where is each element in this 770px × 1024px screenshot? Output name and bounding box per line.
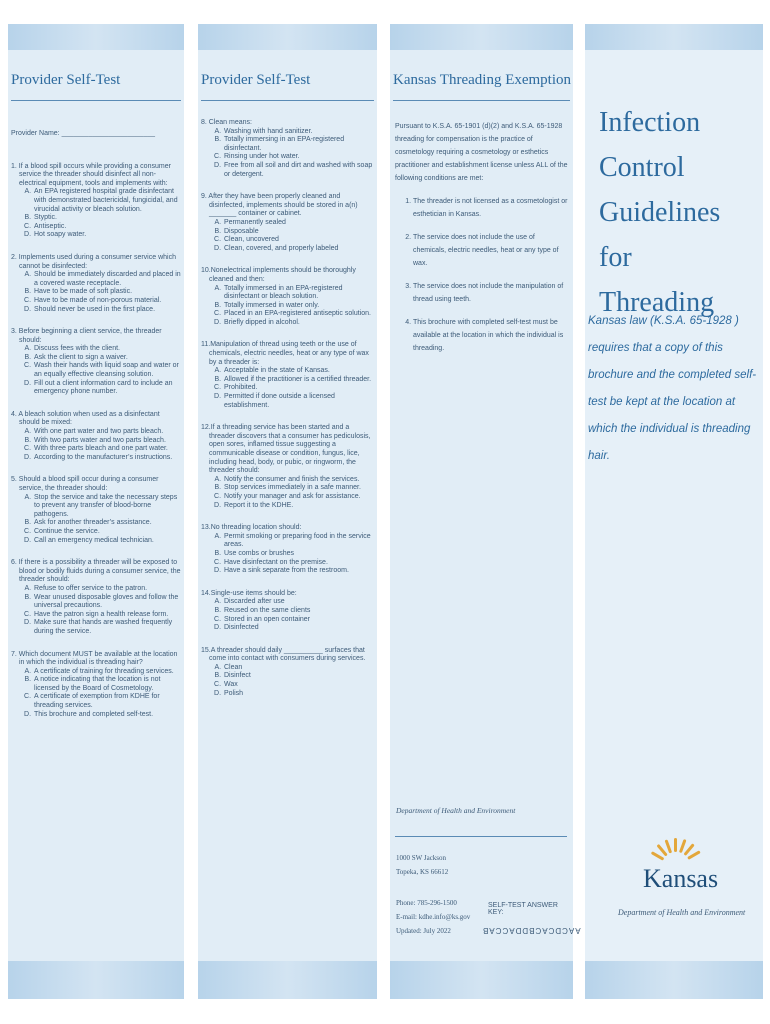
answer-option: A. Washing with hand sanitizer. bbox=[223, 128, 375, 137]
answer-option: B. Have to be made of soft plastic. bbox=[33, 288, 182, 297]
answer-option: B. Allowed if the practitioner is a certified threader. bbox=[223, 376, 375, 385]
cover-title bbox=[599, 100, 759, 325]
question-stem: 13.No threading location should: bbox=[201, 524, 302, 532]
answer-option: B. Use combs or brushes bbox=[223, 550, 375, 559]
answer-option: D. Briefly dipped in alcohol. bbox=[223, 319, 375, 328]
cover-title-line-3: Threading bbox=[599, 287, 715, 318]
question-stem: 1. If a blood spill occurs while providing a consumer service the threader should disinfect all non-electrical equipment, tools and implements with: bbox=[11, 162, 171, 187]
answer-option: C. Antiseptic. bbox=[33, 223, 182, 232]
address-line-1: 1000 SW Jackson bbox=[396, 854, 447, 862]
answer-option: A. Discarded after use bbox=[223, 598, 375, 607]
answer-options bbox=[11, 188, 182, 240]
panel-threading-exemption bbox=[390, 24, 581, 999]
exemption-conditions bbox=[395, 195, 569, 355]
answer-option: A. With one part water and two parts bleach. bbox=[33, 428, 182, 437]
title-rule bbox=[201, 100, 374, 101]
top-band bbox=[198, 24, 377, 50]
answer-option: A. Refuse to offer service to the patron. bbox=[33, 585, 182, 594]
answer-options bbox=[201, 219, 375, 253]
answer-option: B. Reused on the same clients bbox=[223, 607, 375, 616]
contact-info bbox=[396, 896, 470, 938]
answer-option: D. Hot soapy water. bbox=[33, 231, 182, 240]
answer-options bbox=[11, 428, 182, 462]
answer-option: B. Stop services immediately in a safe manner. bbox=[223, 484, 375, 493]
answer-option: D. Polish bbox=[223, 690, 375, 699]
question bbox=[201, 647, 375, 699]
answer-option: C. Clean, uncovered bbox=[223, 236, 375, 245]
answer-option: B. A notice indicating that the location is not licensed by the Board of Cosmetology. bbox=[33, 676, 182, 693]
title-rule bbox=[393, 100, 570, 101]
cover-title-line-1: Infection Control bbox=[599, 107, 701, 183]
panel-title: Provider Self-Test bbox=[201, 72, 311, 88]
kansas-wordmark: Kansas bbox=[643, 864, 719, 893]
answer-option: B. Disposable bbox=[223, 228, 375, 237]
condition-item: 2. The service does not include the use of chemicals, electric needles, heat or any type of wax. bbox=[413, 231, 569, 270]
answer-option: C. Placed in an EPA-registered antiseptic solution. bbox=[223, 310, 375, 319]
answer-option: A. Acceptable in the state of Kansas. bbox=[223, 367, 375, 376]
answer-option: A. Permanently sealed bbox=[223, 219, 375, 228]
question bbox=[11, 328, 182, 397]
answer-option: A. Notify the consumer and finish the services. bbox=[223, 476, 375, 485]
title-rule bbox=[11, 100, 181, 101]
answer-option: D. Should never be used in the first place. bbox=[33, 306, 182, 315]
answer-option: A. Should be immediately discarded and placed in a covered waste receptacle. bbox=[33, 271, 182, 288]
question-stem: 9. After they have been properly cleaned and disinfected, implements should be stored in a(n) _______ container or cabinet. bbox=[201, 193, 358, 218]
answer-option: C. Stored in an open container bbox=[223, 616, 375, 625]
question-list bbox=[11, 130, 182, 733]
answer-option: A. Permit smoking or preparing food in the service areas. bbox=[223, 533, 375, 550]
answer-option: C. Continue the service. bbox=[33, 528, 182, 537]
answer-options bbox=[201, 533, 375, 576]
panel-self-test-2 bbox=[198, 24, 377, 999]
answer-option: D. According to the manufacturer’s instructions. bbox=[33, 454, 182, 463]
answer-options bbox=[11, 271, 182, 314]
top-band bbox=[8, 24, 184, 50]
answer-options bbox=[201, 664, 375, 698]
answer-options bbox=[201, 285, 375, 328]
question-stem: 3. Before beginning a client service, the threader should: bbox=[11, 328, 162, 344]
answer-option: A. Totally immersed in an EPA-registered disinfectant or bleach solution. bbox=[223, 285, 375, 302]
answer-option: D. Report it to the KDHE. bbox=[223, 502, 375, 511]
answer-option: D. Have a sink separate from the restroom. bbox=[223, 567, 375, 576]
answer-option: C. Wax bbox=[223, 681, 375, 690]
law-notice: Kansas law (K.S.A. 65-1928 ) requires that a copy of this brochure and the completed self-test be kept at the location at which the individual is threading hair. bbox=[588, 315, 757, 462]
answer-option: C. Wash their hands with liquid soap and water or an equally effective cleansing solution. bbox=[33, 362, 182, 379]
question-stem: 14.Single-use items should be: bbox=[201, 589, 297, 597]
answer-options bbox=[11, 494, 182, 546]
answer-option: B. Totally immersed in water only. bbox=[223, 302, 375, 311]
answer-option: B. Ask for another threader’s assistance. bbox=[33, 519, 182, 528]
answer-option: B. Disinfect bbox=[223, 672, 375, 681]
panel-self-test-1 bbox=[8, 24, 184, 999]
answer-options bbox=[201, 367, 375, 410]
answer-option: D. Clean, covered, and properly labeled bbox=[223, 245, 375, 254]
question-stem: 8. Clean means: bbox=[201, 119, 252, 126]
question-stem: 7. Which document MUST be available at the location in which the individual is threading hair? bbox=[11, 650, 178, 667]
answer-option: C. Have to be made of non-porous material. bbox=[33, 297, 182, 306]
exemption-text bbox=[395, 120, 569, 365]
question bbox=[11, 254, 182, 314]
bottom-band bbox=[390, 961, 573, 999]
question-stem: 15.A threader should daily __________ surfaces that come into contact with consumers during services. bbox=[201, 646, 366, 663]
cover-title-line-2: Guidelines for bbox=[599, 197, 721, 273]
answer-option: C. A certificate of exemption from KDHE for threading services. bbox=[33, 693, 182, 710]
answer-option: C. With three parts bleach and one part water. bbox=[33, 445, 182, 454]
answer-option: C. Rinsing under hot water. bbox=[223, 153, 375, 162]
answer-options bbox=[201, 476, 375, 510]
question bbox=[11, 559, 182, 636]
answer-options bbox=[201, 598, 375, 632]
bottom-band bbox=[8, 961, 184, 999]
answer-option: C. Prohibited. bbox=[223, 384, 375, 393]
question bbox=[201, 341, 375, 410]
condition-item: 3. The service does not include the manipulation of thread using teeth. bbox=[413, 280, 569, 306]
answer-option: C. Notify your manager and ask for assistance. bbox=[223, 493, 375, 502]
questions-container bbox=[11, 163, 182, 720]
answer-options bbox=[11, 668, 182, 720]
question bbox=[11, 476, 182, 545]
exemption-intro: Pursuant to K.S.A. 65-1901 (d)(2) and K.S.A. 65-1928 threading for compensation is the practice of cosmetology requiring a cosmetology or esthetics practitioner and establishment license unless ALL of the following conditions are met: bbox=[395, 123, 568, 182]
panel-title: Provider Self-Test bbox=[11, 72, 121, 88]
question bbox=[201, 590, 375, 633]
question bbox=[11, 651, 182, 720]
question bbox=[11, 163, 182, 240]
answer-option: D. Permitted if done outside a licensed establishment. bbox=[223, 393, 375, 410]
answer-option: B. Wear unused disposable gloves and follow the universal precautions. bbox=[33, 594, 182, 611]
bottom-band bbox=[198, 961, 377, 999]
question bbox=[201, 424, 375, 510]
answer-option: B. Styptic. bbox=[33, 214, 182, 223]
answer-option: C. Have disinfectant on the premise. bbox=[223, 559, 375, 568]
panel-cover bbox=[585, 24, 763, 999]
answer-option: A. Clean bbox=[223, 664, 375, 673]
answer-option: A. An EPA registered hospital grade disinfectant with demonstrated bactericidal, fungicidal, and virucidal activity or bleach solution. bbox=[33, 188, 182, 214]
question bbox=[11, 411, 182, 463]
answer-option: D. Fill out a client information card to include an emergency phone number. bbox=[33, 380, 182, 397]
panel-title: Kansas Threading Exemption bbox=[393, 72, 572, 88]
dept-name: Department of Health and Environment bbox=[396, 806, 516, 815]
answer-option: D. Call an emergency medical technician. bbox=[33, 537, 182, 546]
answer-key-label: SELF-TEST ANSWER KEY: bbox=[488, 902, 558, 916]
condition-item: 1. The threader is not licensed as a cosmetologist or esthetician in Kansas. bbox=[413, 195, 569, 221]
dept-name: Department of Health and Environment bbox=[618, 908, 746, 917]
top-band bbox=[585, 24, 763, 50]
answer-option: A. A certificate of training for threading services. bbox=[33, 668, 182, 677]
answer-key-value: AACDCACBDDACCAB bbox=[482, 926, 581, 935]
answer-options bbox=[201, 128, 375, 180]
bottom-band bbox=[585, 961, 763, 999]
questions-container bbox=[201, 119, 375, 698]
answer-option: C. Have the patron sign a health release form. bbox=[33, 611, 182, 620]
question bbox=[201, 193, 375, 253]
question bbox=[201, 119, 375, 179]
answer-option: A. Stop the service and take the necessary steps to prevent any transfer of blood-borne pathogens. bbox=[33, 494, 182, 520]
question-stem: 6. If there is a possibility a threader will be exposed to blood or bodily fluids during a consumer service, the threader should: bbox=[11, 559, 181, 584]
answer-option: A. Discuss fees with the client. bbox=[33, 345, 182, 354]
answer-option: D. Disinfected bbox=[223, 624, 375, 633]
answer-option: B. With two parts water and two parts bleach. bbox=[33, 437, 182, 446]
provider-name-line: Provider Name: ________________________ bbox=[11, 130, 156, 137]
answer-option: D. Make sure that hands are washed frequently during the service. bbox=[33, 619, 182, 636]
top-band bbox=[390, 24, 573, 50]
dept-rule bbox=[395, 836, 567, 837]
question-stem: 11.Manipulation of thread using teeth or the use of chemicals, electric needles, heat or any type of wax by a threader is: bbox=[201, 341, 369, 366]
question-stem: 10.Nonelectrical implements should be thoroughly cleaned and then: bbox=[201, 267, 356, 283]
question-stem: 2. Implements used during a consumer service which cannot be disinfected: bbox=[11, 253, 176, 270]
answer-option: B. Totally immersing in an EPA-registered disinfectant. bbox=[223, 136, 375, 153]
question-stem: 4. A bleach solution when used as a disinfectant should be mixed: bbox=[11, 410, 160, 427]
address bbox=[396, 851, 448, 879]
answer-option: D. Free from all soil and dirt and washed with soap or detergent. bbox=[223, 162, 375, 179]
question-list bbox=[201, 119, 375, 712]
condition-item: 4. This brochure with completed self-test must be available at the location in which the individual is threading. bbox=[413, 316, 569, 355]
answer-options bbox=[11, 585, 182, 637]
question-stem: 5. Should a blood spill occur during a consumer service, the threader should: bbox=[11, 476, 159, 492]
phone: Phone: 785-296-1500 bbox=[396, 899, 457, 907]
answer-option: B. Ask the client to sign a waiver. bbox=[33, 354, 182, 363]
address-line-2: Topeka, KS 66612 bbox=[396, 868, 449, 876]
answer-option: D. This brochure and completed self-test. bbox=[33, 711, 182, 720]
email: E-mail: kdhe.info@ks.gov bbox=[396, 913, 471, 921]
answer-options bbox=[11, 345, 182, 397]
question bbox=[201, 524, 375, 576]
question bbox=[201, 267, 375, 327]
updated-date: Updated: July 2022 bbox=[396, 927, 451, 935]
question-stem: 12.If a threading service has been started and a threader discovers that a consumer has pediculosis, open sores, inflamed tissue suggesting a communicable disease or condition, fungus, lice, including head, body, or pubic, or ringworm, the threader should: bbox=[201, 424, 371, 475]
